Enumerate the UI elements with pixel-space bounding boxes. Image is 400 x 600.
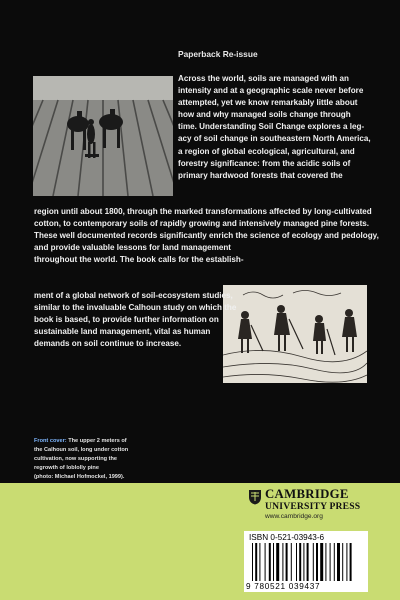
cambridge-shield-icon bbox=[248, 489, 262, 505]
barcode-bar bbox=[269, 543, 271, 581]
credit-line: (photo: Michael Hofmockel, 1999). bbox=[34, 474, 125, 481]
credit-line: regrowth of loblolly pine bbox=[34, 465, 99, 472]
barcode-bar bbox=[286, 543, 288, 581]
barcode-bar bbox=[342, 543, 343, 581]
barcode-bar bbox=[337, 543, 340, 581]
publisher-url[interactable]: www.cambridge.org bbox=[265, 513, 323, 520]
credit-line: cultivation, now supporting the bbox=[34, 456, 117, 463]
barcode-bar bbox=[316, 543, 318, 581]
barcode-bar bbox=[320, 543, 323, 581]
barcode-bar bbox=[255, 543, 257, 581]
credit-line: the Calhoun soil, long under cotton bbox=[34, 447, 129, 454]
barcode-bar bbox=[299, 543, 301, 581]
barcode-bar bbox=[282, 543, 283, 581]
isbn-label: ISBN 0-521-03943-6 bbox=[249, 533, 325, 542]
barcode-bar bbox=[276, 543, 279, 581]
barcode-bar bbox=[252, 543, 253, 581]
barcode-bar bbox=[330, 543, 331, 581]
blurb-full-width: region until about 1800, through the marked transformations affected by long-cultivated cotton, to contemporary soils of rapidly growing and intensively managed pine forests. These well documented records significantly enrich the science of ecology and pedology, and provide valuable lessons for land management throughout the world. The book calls for the establish- bbox=[34, 207, 379, 265]
barcode-bar bbox=[303, 543, 304, 581]
credit-line: Front cover: The upper 2 meters of bbox=[34, 438, 127, 444]
barcode-bar bbox=[334, 543, 335, 581]
blurb-right-column: Across the world, soils are managed with an intensity and at a geographic scale never before attempted, yet we know remarkably little about how and why managed soils change through time. Understanding Soil Change explores a leg- acy of soil change in southeastern North America, a region of global ecological, agricultural, and forestry significance: from the acidic soils of primary hardwood forests that covered the bbox=[178, 74, 371, 180]
barcode-bar bbox=[291, 543, 292, 581]
barcode-icon bbox=[250, 543, 362, 581]
engraving-image bbox=[223, 285, 367, 383]
barcode-bar bbox=[307, 543, 309, 581]
plowing-photo bbox=[33, 76, 173, 196]
barcode-bar bbox=[346, 543, 347, 581]
barcode-bar bbox=[313, 543, 314, 581]
barcode-bar bbox=[259, 543, 260, 581]
barcode-number: 9 780521 039437 bbox=[246, 582, 321, 591]
publisher-name: CAMBRIDGE bbox=[265, 487, 349, 501]
barcode-bar bbox=[265, 543, 266, 581]
blurb-left-column: ment of a global network of soil-ecosystem studies, similar to the invaluable Calhoun study on which the book is based, to provide further information on sustainable land management, vital as human demands on soil continue to increase. bbox=[34, 291, 237, 349]
series-label: Paperback Re-issue bbox=[178, 49, 258, 59]
barcode-bar bbox=[350, 543, 352, 581]
barcode-bar bbox=[325, 543, 326, 581]
barcode-bar bbox=[296, 543, 297, 581]
barcode-bar bbox=[273, 543, 274, 581]
publisher-subname: UNIVERSITY PRESS bbox=[265, 501, 361, 512]
